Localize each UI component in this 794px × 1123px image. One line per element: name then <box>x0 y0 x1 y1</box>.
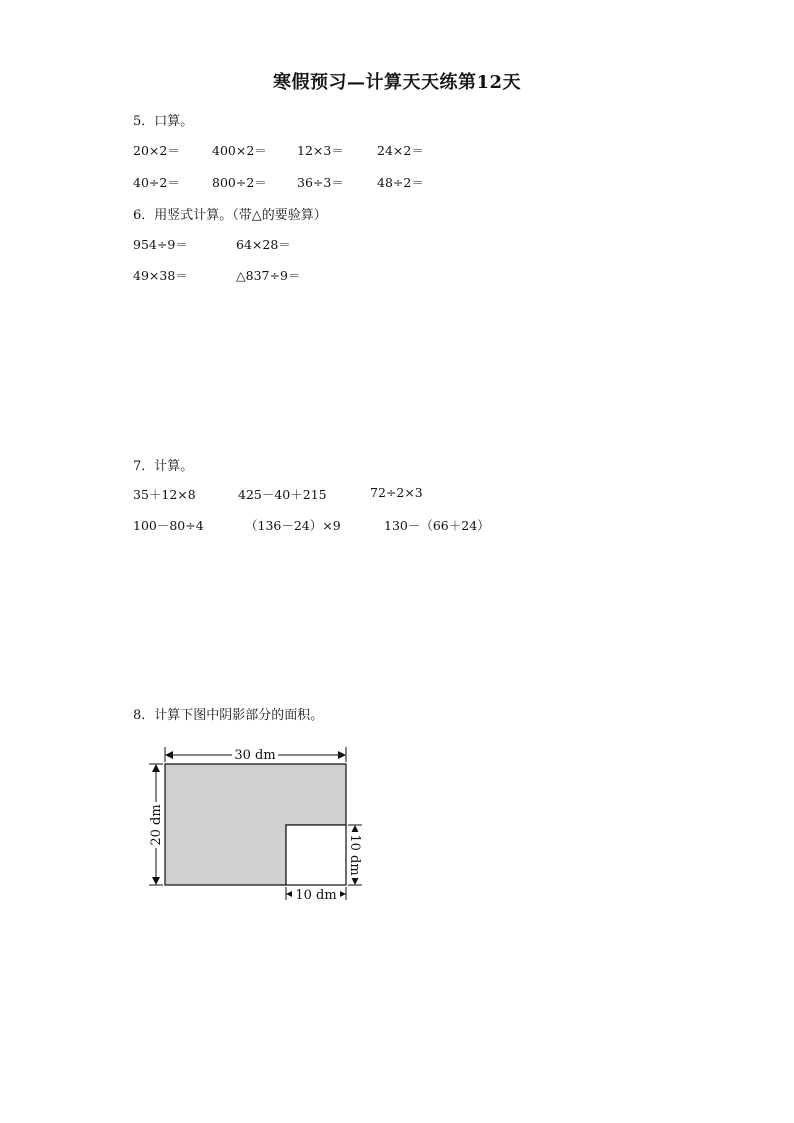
q5-row-1 <box>133 141 733 157</box>
cut-width-label: 10 dm <box>295 888 337 903</box>
q5-expr: 800÷2＝ <box>212 175 267 190</box>
q7-expr: 130－（66＋24） <box>384 518 490 533</box>
q5-expr: 12×3＝ <box>297 143 344 158</box>
q6-expr: 954÷9＝ <box>133 237 188 252</box>
q7-expr: 425－40＋215 <box>238 487 327 502</box>
q6-row-2 <box>133 266 733 282</box>
q6-heading: 6．用竖式计算。（带△的要验算） <box>133 208 327 223</box>
shaded-area-figure <box>140 740 380 905</box>
q6-expr: 64×28＝ <box>236 237 291 252</box>
q6-expr: 49×38＝ <box>133 268 188 283</box>
page-title: 寒假预习—计算天天练第12天 <box>272 72 522 93</box>
q5-expr: 36÷3＝ <box>297 175 344 190</box>
q7-row-1 <box>133 485 733 501</box>
q5-expr: 48÷2＝ <box>377 175 424 190</box>
q5-row-2 <box>133 173 733 189</box>
q5-expr: 400×2＝ <box>212 143 267 158</box>
height-label: 20 dm <box>149 804 164 846</box>
q7-expr: 72÷2×3 <box>370 485 423 500</box>
q7-expr: （136－24）×9 <box>245 518 341 533</box>
q7-expr: 35＋12×8 <box>133 487 196 502</box>
width-label: 30 dm <box>234 748 276 763</box>
q5-expr: 20×2＝ <box>133 143 180 158</box>
q5-heading: 5．口算。 <box>133 114 194 129</box>
q7-row-2 <box>133 516 733 532</box>
q7-expr: 100－80÷4 <box>133 518 204 533</box>
q8-heading: 8．计算下图中阴影部分的面积。 <box>133 708 324 723</box>
q6-expr: △837÷9＝ <box>236 268 301 283</box>
cut-height-label: 10 dm <box>347 834 362 876</box>
q7-heading: 7．计算。 <box>133 459 194 474</box>
q5-expr: 40÷2＝ <box>133 175 180 190</box>
q5-expr: 24×2＝ <box>377 143 424 158</box>
q6-row-1 <box>133 235 733 251</box>
unshaded-square <box>286 825 346 885</box>
